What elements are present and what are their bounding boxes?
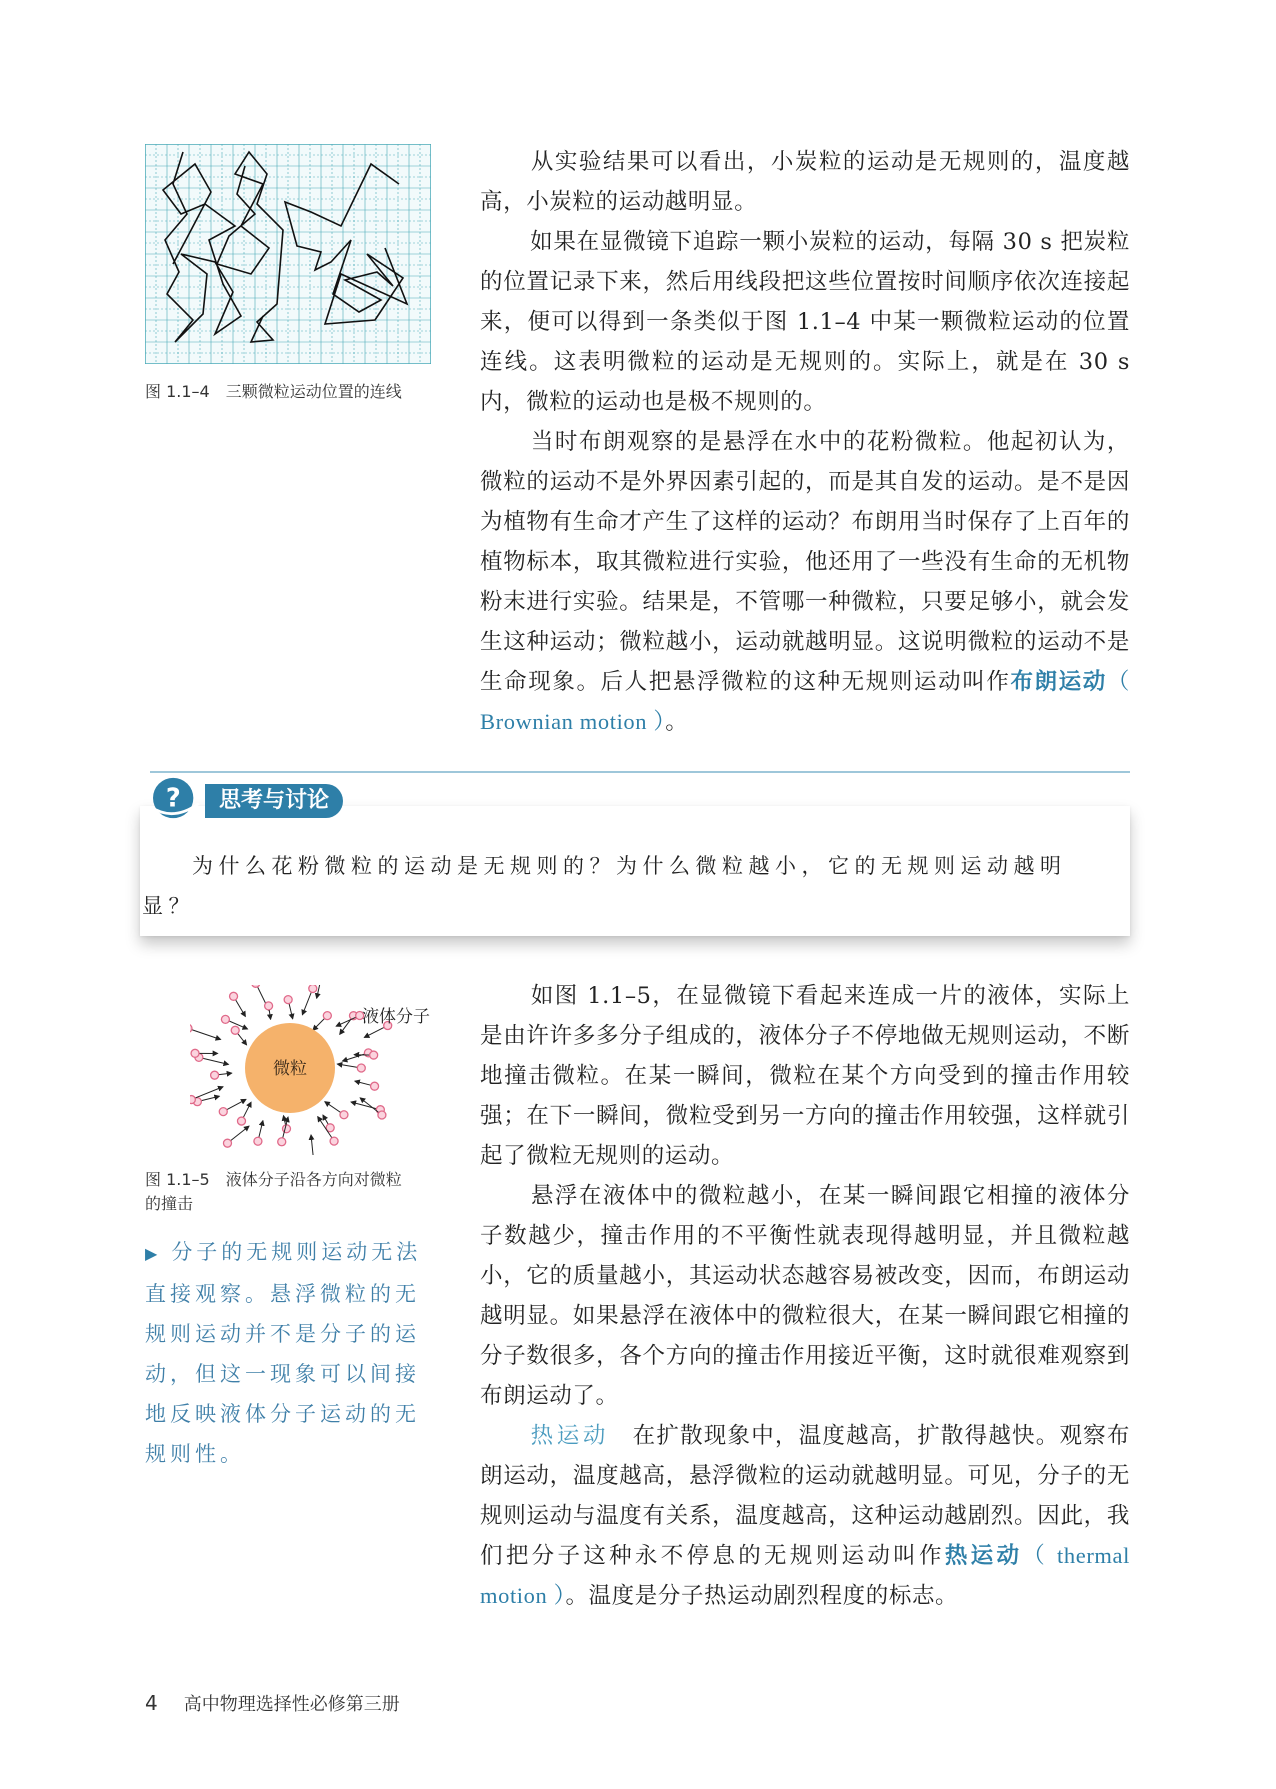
paragraph-6: 热运动 在扩散现象中，温度越高，扩散得越快。观察布朗运动，温度越高，悬浮微粒的运动就越明显。可见，分子的无规则运动与温度有关系，温度越高，这种运动越剧烈。因此，我们把分子这种永不停息的无规则运动叫作热运动（ thermal motion ）。温度是分子热运动剧烈程度的标志。	[480, 1423, 1130, 1609]
side-note: ▶ 分子的无规则运动无法直接观察。悬浮微粒的无规则运动并不是分子的运动，但这一现象可以间接地反映液体分子运动的无规则性。	[145, 1240, 422, 1466]
molecule-dot	[223, 1139, 231, 1147]
figure-random-walk	[145, 144, 431, 364]
molecule-dot	[254, 1137, 262, 1145]
page-footer	[145, 1690, 400, 1716]
molecule-dot	[340, 1111, 348, 1119]
page-number: 4	[145, 1691, 158, 1715]
molecule-dot	[211, 1071, 219, 1079]
paragraph-4: 如图 1.1–5，在显微镜下看起来连成一片的液体，实际上是由许许多多分子组成的，液体分子不停地做无规则运动，不断地撞击微粒。在某一瞬间，微粒在某个方向受到的撞击作用较强；在下一瞬间，微粒受到另一方向的撞击作用较强，这样就引起了微粒无规则的运动。	[480, 983, 1130, 1169]
molecule-dot	[231, 1026, 239, 1034]
molecule-dot	[323, 1012, 331, 1020]
term-thermal-motion: 热运动	[944, 1543, 1023, 1569]
think-badge-label: 思考与讨论	[205, 784, 343, 818]
molecule-dot	[190, 1096, 195, 1104]
molecule-dot	[282, 1125, 290, 1133]
think-divider	[150, 771, 1130, 773]
think-question-icon	[143, 776, 207, 820]
particle-label: 微粒	[273, 1059, 307, 1079]
molecule-dot	[190, 1024, 192, 1032]
molecule-dot	[371, 1082, 379, 1090]
molecule-dot	[378, 1111, 386, 1119]
book-title: 高中物理选择性必修第三册	[183, 1694, 400, 1715]
keyword-thermal-motion: 热运动	[530, 1423, 609, 1449]
molecule-dot	[278, 1138, 286, 1146]
figure-2-caption: 图 1.1–5 液体分子沿各方向对微粒 的撞击	[145, 1170, 402, 1213]
molecule-dot	[265, 1002, 273, 1010]
molecule-dot	[191, 1049, 199, 1057]
molecule-dot	[252, 985, 260, 987]
side-note-marker: ▶	[145, 1244, 162, 1263]
molecule-dot	[230, 992, 238, 1000]
molecule-dot	[357, 1064, 365, 1072]
molecule-dot	[330, 1137, 338, 1145]
molecule-dot	[219, 1108, 227, 1116]
molecule-arrow	[191, 1087, 223, 1100]
molecule-dot	[221, 1015, 229, 1023]
molecule-label: 液体分子	[362, 1007, 430, 1027]
paragraph-1: 从实验结果可以看出，小炭粒的运动是无规则的，温度越高，小炭粒的运动越明显。	[480, 149, 1130, 215]
molecule-dot	[284, 996, 292, 1004]
figure-particle-collision	[190, 985, 450, 1155]
paragraph-3: 当时布朗观察的是悬浮在水中的花粉微粒。他起初认为，微粒的运动不是外界因素引起的，而是其自发的运动。是不是因为植物有生命才产生了这样的运动？布朗用当时保存了上百年的植物标本，取其微粒进行实验，他还用了一些没有生命的无机物粉末进行实验。结果是，不管哪一种微粒，只要足够小，就会发生这种运动；微粒越小，运动就越明显。这说明微粒的运动不是生命现象。后人把悬浮微粒的这种无规则运动叫作布朗运动（ Brownian motion ）。	[480, 429, 1131, 735]
molecule-dot	[237, 1117, 245, 1125]
molecule-arrow	[311, 1135, 314, 1155]
svg-text:?: ?	[165, 783, 181, 814]
paragraph-5: 悬浮在液体中的微粒越小，在某一瞬间跟它相撞的液体分子数越少，撞击作用的不平衡性就表现得越明显，并且微粒越小，它的质量越小，其运动状态越容易被改变，因而，布朗运动越明显。如果悬浮在液体中的微粒很大，在某一瞬间跟它相撞的分子数很多，各个方向的撞击作用接近平衡，这时就很难观察到布朗运动了。	[480, 1183, 1130, 1409]
figure-1-caption: 图 1.1–4 三颗微粒运动位置的连线	[145, 382, 402, 401]
term-brownian-motion: 布朗运动	[1010, 669, 1107, 695]
molecule-dot	[309, 985, 317, 992]
english-brownian-motion: （ Brownian motion ）	[480, 669, 1131, 734]
molecule-arrow	[190, 1028, 221, 1039]
molecule-arrow	[317, 985, 322, 998]
english-thermal-motion: （ thermal motion ）	[480, 1543, 1130, 1608]
think-question: 为什么花粉微粒的运动是无规则的？为什么微粒越小，它的无规则运动越明显？	[142, 854, 1067, 918]
paragraph-2: 如果在显微镜下追踪一颗小炭粒的运动，每隔 30 s 把炭粒的位置记录下来，然后用线段把这些位置按时间顺序依次连接起来，便可以得到一条类似于图 1.1–4 中某一颗微粒运动的位置连线。这表明微粒的运动是无规则的。实际上，就是在 30 s 内，微粒的运动也是极不规则的。	[480, 229, 1130, 415]
molecule-dot	[370, 1051, 378, 1059]
